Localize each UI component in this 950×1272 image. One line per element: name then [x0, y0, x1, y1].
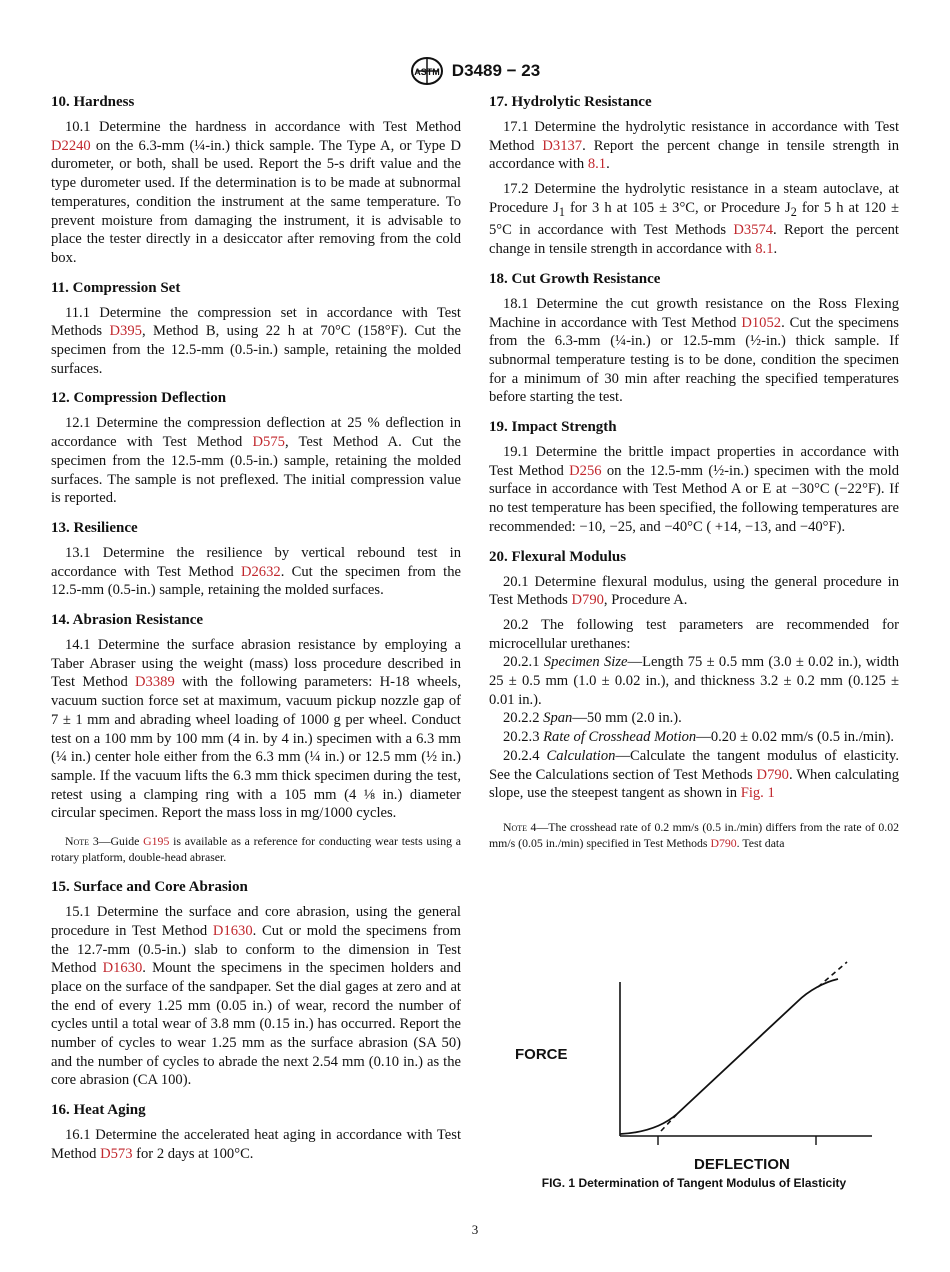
ref-link[interactable]: D573 [100, 1145, 133, 1162]
paragraph: 10.1 Determine the hardness in accordance with Test Method D2240 on the 6.3-mm (¼-in.) thick sample. The Type A, or Type D durometer, or both, shall be used. Report the 5-s drift value and the type durometer used. If the determination is to be made at subnormal temperatures, condition the instrument at the same temperature. To prevent moisture from damaging the instrument, it is advisable to place the tester directly in a desiccator after removing from the cold box. [51, 119, 461, 266]
section-18 [489, 269, 899, 407]
ref-link[interactable]: D790 [710, 836, 737, 850]
section-title: 13. Resilience [51, 519, 138, 536]
y-axis-label: FORCE [515, 1046, 568, 1063]
paragraph: 16.1 Determine the accelerated heat aging in accordance with Test Method D573 for 2 days at 100°C. [51, 1127, 461, 1162]
section-19 [489, 417, 899, 537]
section-title: 20. Flexural Modulus [489, 548, 627, 565]
ref-link[interactable]: D3574 [733, 222, 774, 239]
section-12 [51, 388, 461, 508]
section-13 [51, 518, 461, 600]
paragraph: 20.1 Determine flexural modulus, using the general procedure in Test Methods D790, Procedure A. [489, 573, 899, 609]
section-11 [51, 278, 461, 379]
section-20 [489, 547, 899, 851]
section-14 [51, 610, 461, 865]
paragraph: 17.1 Determine the hydrolytic resistance in accordance with Test Method D3137. Report the percent change in tensile strength in accordance with 8.1. [489, 119, 899, 173]
paragraph: 14.1 Determine the surface abrasion resistance by employing a Taber Abraser using the weight (mass) loss procedure described in Test Method D3389 with the following parameters: H-18 wheels, vacuum suction force set at maximum, vacuum pickup nozzle gap of 7 ± 1 mm and abrading wheel loading of 1000 g per wheel. Conduct test on a 100 mm by 100 mm (4 in. by 4 in.) specimen with a 6.3 mm (¼ in.) center hole either from the 6.3 mm (¼ in.) or 12.5 mm (½ in.) sample. If the vacuum lifts the 6.3 mm thick specimen during the test, retest using a clamping ring with a 105 mm (4 ⅛ in.) diameter circular specimen. Report the mass loss in mg/1000 cycles. [51, 637, 461, 822]
paragraph: 20.2.4 Calculation—Calculate the tangent modulus of elasticity. See the Calculations section of Test Methods D790. When calculating slope, use the steepest tangent as shown in Fig. 1 [489, 747, 900, 802]
tangent-line-upper [818, 962, 847, 987]
page-header [0, 56, 950, 86]
paragraph: 12.1 Determine the compression deflection at 25 % deflection in accordance with Test Method D575, Test Method A. Cut the specimen from the 12.5-mm (0.5-in.) sample, retaining the molded surfaces. The sample is not preflexed. The initial compression value is reported. [51, 415, 461, 507]
paragraph: 20.2.2 Span—50 mm (2.0 in.). [503, 710, 682, 727]
ref-link[interactable]: D395 [109, 323, 142, 340]
svg-text:ASTM: ASTM [414, 67, 440, 77]
section-title: 12. Compression Deflection [51, 390, 227, 407]
ref-link[interactable]: D790 [571, 592, 604, 609]
tangent-line-lower [661, 1112, 679, 1131]
section-16 [51, 1100, 461, 1163]
section-title: 19. Impact Strength [489, 419, 617, 436]
figure-caption: FIG. 1 Determination of Tangent Modulus of Elasticity [541, 1176, 847, 1190]
ref-link[interactable]: D1630 [102, 960, 143, 977]
ref-link[interactable]: 8.1 [587, 156, 607, 173]
ref-link[interactable]: D575 [252, 434, 285, 451]
ref-link[interactable]: D2632 [240, 563, 281, 580]
x-axis-label: DEFLECTION [694, 1156, 790, 1173]
ref-link[interactable]: 8.1 [755, 241, 774, 258]
paragraph: 20.2.3 Rate of Crosshead Motion—0.20 ± 0.02 mm/s (0.5 in./min). [503, 729, 894, 746]
right-column [489, 92, 899, 863]
ref-link[interactable]: D3137 [542, 137, 583, 154]
figure-1 [489, 952, 899, 1197]
note-3: Note 3—Guide G195 is available as a reference for conducting wear tests using a rotary platform, double-head abraser. [51, 834, 461, 865]
force-deflection-curve [620, 979, 838, 1134]
section-10 [51, 92, 461, 268]
left-column [51, 92, 461, 1174]
paragraph: 20.2.1 Specimen Size—Length 75 ± 0.5 mm (3.0 ± 0.02 in.), width 25 ± 0.5 mm (1.0 ± 0.02 in.), and thickness 3.2 ± 0.2 mm (0.125 ± 0.01 in.). [489, 654, 899, 708]
astm-logo-icon [410, 56, 444, 86]
figure-link[interactable]: Fig. 1 [740, 785, 775, 802]
paragraph: 17.2 Determine the hydrolytic resistance in a steam autoclave, at Procedure $J_1$ for 3 h at 105 ± 3°C, or Procedure $J_2$ for 5 h at 120 ± 5°C in accordance with Test Methods D3574. Report the percent change in tensile strength in accordance with 8.1. [489, 181, 899, 258]
tangent-modulus-diagram [489, 952, 899, 1177]
paragraph: 15.1 Determine the surface and core abrasion, using the general procedure in Test Method D1630. Cut or mold the specimens from the 12.7-mm (0.5-in.) slab to conform to the dimension in Test Method D1630. Mount the specimens in the specimen holders and place on the surface of the sandpaper. Set the dial gages at zero and at the end of every 1.25 mm (0.05 in.) of wear, record the number of cycles until a total wear of 3.8 mm (0.15 in.) has occurred. Report the number of cycles to wear 1.25 mm as the surface abrasion (SA 50) and the number of cycles to abrade the next 2.54 mm (0.10 in.) as the core abrasion (CA 100). [51, 904, 461, 1089]
ref-link[interactable]: D3389 [135, 674, 175, 691]
paragraph: 11.1 Determine the compression set in accordance with Test Methods D395, Method B, using 22 h at 70°C (158°F). Cut the specimen from the 12.5-mm (0.5-in.) sample, retaining the molded surfaces. [51, 304, 461, 377]
ref-link[interactable]: D1630 [212, 922, 253, 939]
ref-link[interactable]: G195 [143, 834, 170, 849]
section-title: 17. Hydrolytic Resistance [489, 94, 652, 110]
note-4: Note 4—The crosshead rate of 0.2 mm/s (0.5 in./min) differs from the rate of 0.02 mm/s (0.05 in./min) specified in Test Methods D790. Test data [489, 820, 899, 850]
document-code: D3489 − 23 [451, 61, 541, 80]
ref-link[interactable]: D2240 [51, 137, 91, 154]
paragraph: 20.2 The following test parameters are recommended for microcellular urethanes: [489, 616, 899, 652]
section-title: 11. Compression Set [51, 279, 181, 296]
ref-link[interactable]: D256 [569, 462, 602, 479]
section-17 [489, 92, 899, 259]
section-15 [51, 877, 461, 1090]
section-title: 10. Hardness [51, 94, 135, 110]
paragraph: 19.1 Determine the brittle impact properties in accordance with Test Method D256 on the 12.5-mm (½-in.) specimen with the mold surface in accordance with Test Method A or E at −30°C (−22°F). If no test temperature has been specified, the following temperatures are recommended: −10, −25, and −40°C ( +14, −13, and −40°F). [489, 444, 900, 535]
paragraph: 18.1 Determine the cut growth resistance on the Ross Flexing Machine in accordance with Test Method D1052. Cut the specimens from the 6.3-mm (¼-in.) or 12.5-mm (½-in.) thick sample. If subnormal temperature testing is to be done, condition the specimen for a minimum of 30 min after reaching the specified temperatures before starting the test. [489, 295, 899, 406]
section-title: 14. Abrasion Resistance [51, 612, 204, 629]
paragraph: 13.1 Determine the resilience by vertical rebound test in accordance with Test Method D2632. Cut the specimen from the 12.5-mm (0.5-in.) sample, retaining the molded surfaces. [51, 544, 461, 599]
page-number: 3 [471, 1222, 479, 1237]
section-title: 18. Cut Growth Resistance [489, 270, 661, 287]
section-title: 15. Surface and Core Abrasion [51, 879, 248, 896]
ref-link[interactable]: D790 [756, 766, 789, 783]
ref-link[interactable]: D1052 [741, 314, 782, 331]
section-title: 16. Heat Aging [51, 1102, 146, 1119]
